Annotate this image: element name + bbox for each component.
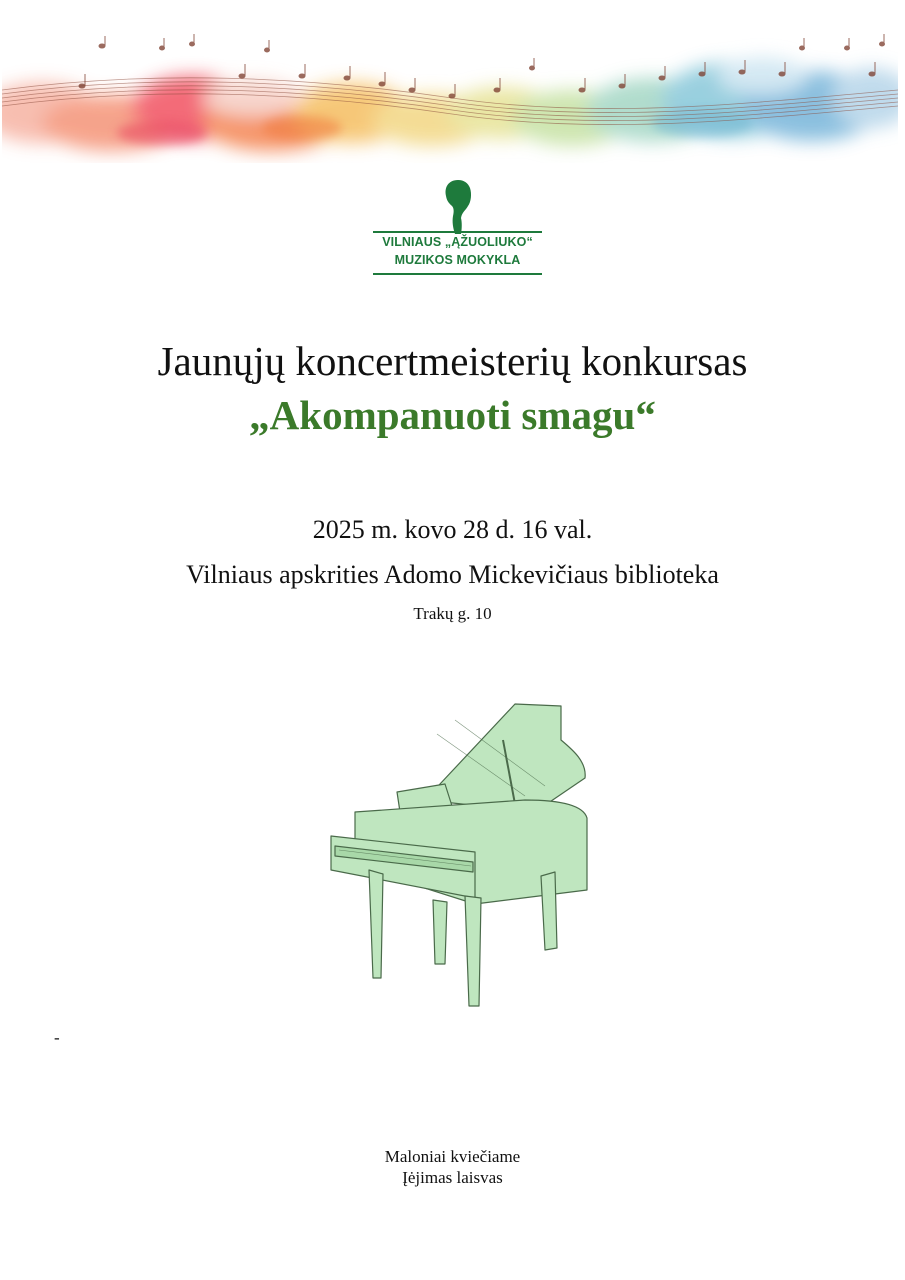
grand-piano-icon (325, 700, 595, 1012)
event-venue: Vilniaus apskrities Adomo Mickevičiaus biblioteka (186, 560, 719, 589)
event-address: Trakų g. 10 (413, 604, 492, 623)
logo-line-1: VILNIAUS „ĄŽUOLIUKO“ (382, 235, 533, 249)
school-logo (370, 178, 545, 280)
stray-dash: - (54, 1028, 60, 1047)
logo-bottom-rule (373, 273, 542, 275)
invitation-text: Maloniai kviečiame (384, 1147, 521, 1166)
event-title: Jaunųjų koncertmeisterių konkursas (157, 338, 748, 384)
child-silhouette-icon (440, 178, 476, 234)
event-date: 2025 m. kovo 28 d. 16 val. (312, 515, 593, 544)
watercolor-music-banner (2, 28, 898, 163)
event-subtitle: „Akompanuoti smagu“ (249, 392, 656, 438)
logo-line-2: MUZIKOS MOKYKLA (394, 253, 521, 267)
free-entry-text: Įėjimas laisvas (402, 1168, 503, 1187)
logo-top-rule (373, 231, 542, 233)
